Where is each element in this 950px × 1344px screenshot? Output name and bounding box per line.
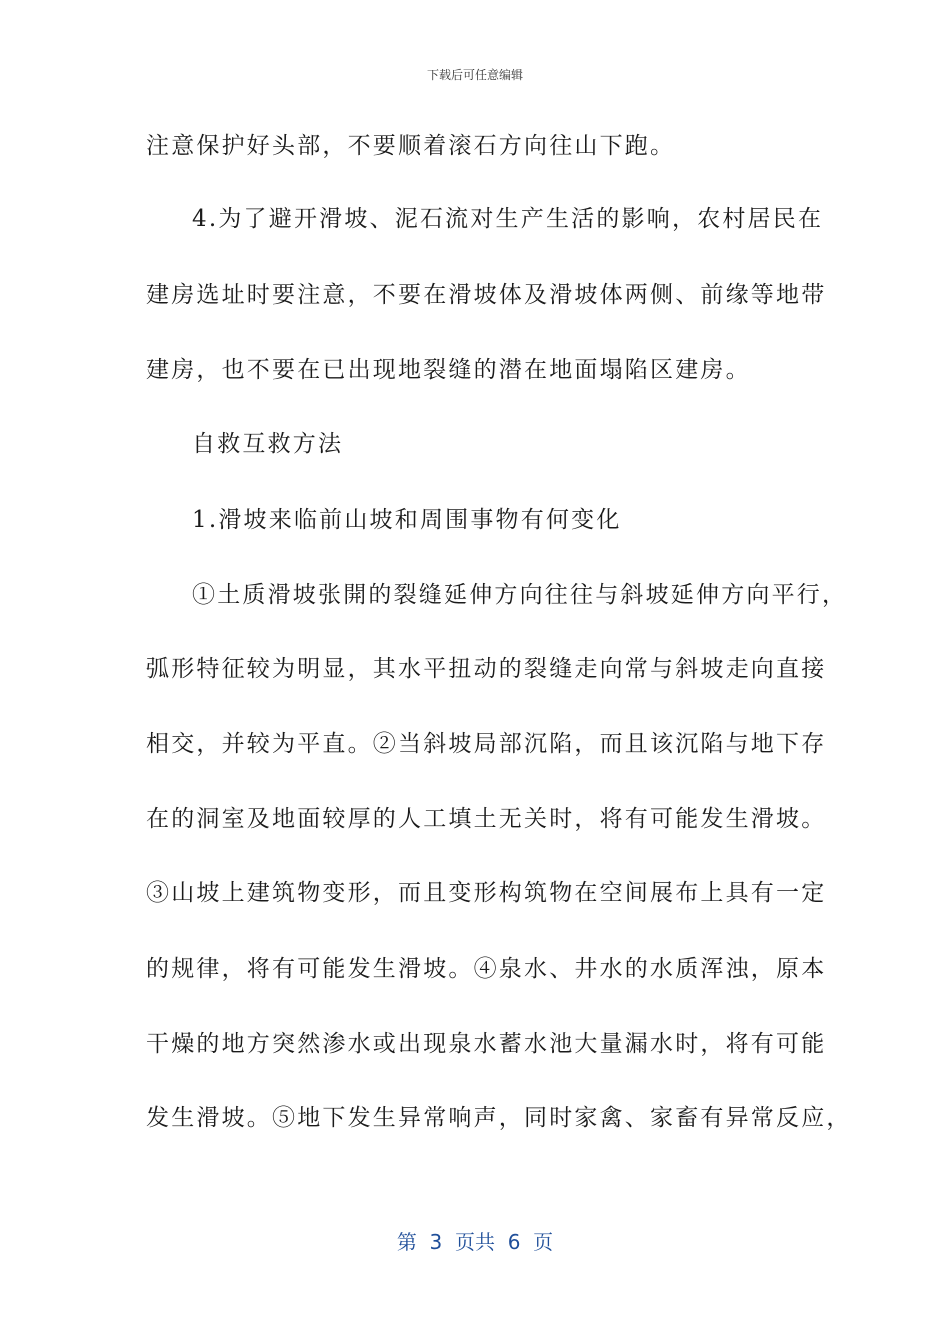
body-line: 注意保护好头部，不要顺着滚石方向往山下跑。: [146, 133, 676, 159]
body-line: 弧形特征较为明显，其水平扭动的裂缝走向常与斜坡走向直接: [146, 656, 827, 682]
body-line: 干燥的地方突然渗水或出现泉水蓄水池大量漏水时，将有可能: [146, 1031, 827, 1057]
body-line: ①土质滑坡张開的裂缝延伸方向往往与斜坡延伸方向平行，: [192, 582, 848, 608]
section-heading: 自救互救方法: [192, 431, 344, 457]
body-line: 4.为了避开滑坡、泥石流对生产生活的影响，农村居民在: [192, 206, 824, 232]
body-line: 建房选址时要注意，不要在滑坡体及滑坡体两侧、前缘等地带: [146, 282, 827, 308]
subsection-heading: 1.滑坡来临前山坡和周围事物有何变化: [192, 507, 622, 533]
page-header: 下载后可任意编辑: [426, 68, 523, 82]
body-line: 的规律，将有可能发生滑坡。④泉水、井水的水质浑浊，原本: [146, 956, 827, 982]
body-line: 建房，也不要在已出现地裂缝的潜在地面塌陷区建房。: [146, 357, 751, 383]
body-line: 相交，并较为平直。②当斜坡局部沉陷，而且该沉陷与地下存: [146, 731, 827, 757]
page-number: 第 3 页共 6 页: [396, 1230, 554, 1254]
body-line: 在的洞室及地面较厚的人工填土无关时，将有可能发生滑坡。: [146, 806, 827, 832]
body-line: ③山坡上建筑物变形，而且变形构筑物在空间展布上具有一定: [146, 880, 827, 906]
body-line: 发生滑坡。⑤地下发生异常响声，同时家禽、家畜有异常反应，: [146, 1105, 852, 1131]
